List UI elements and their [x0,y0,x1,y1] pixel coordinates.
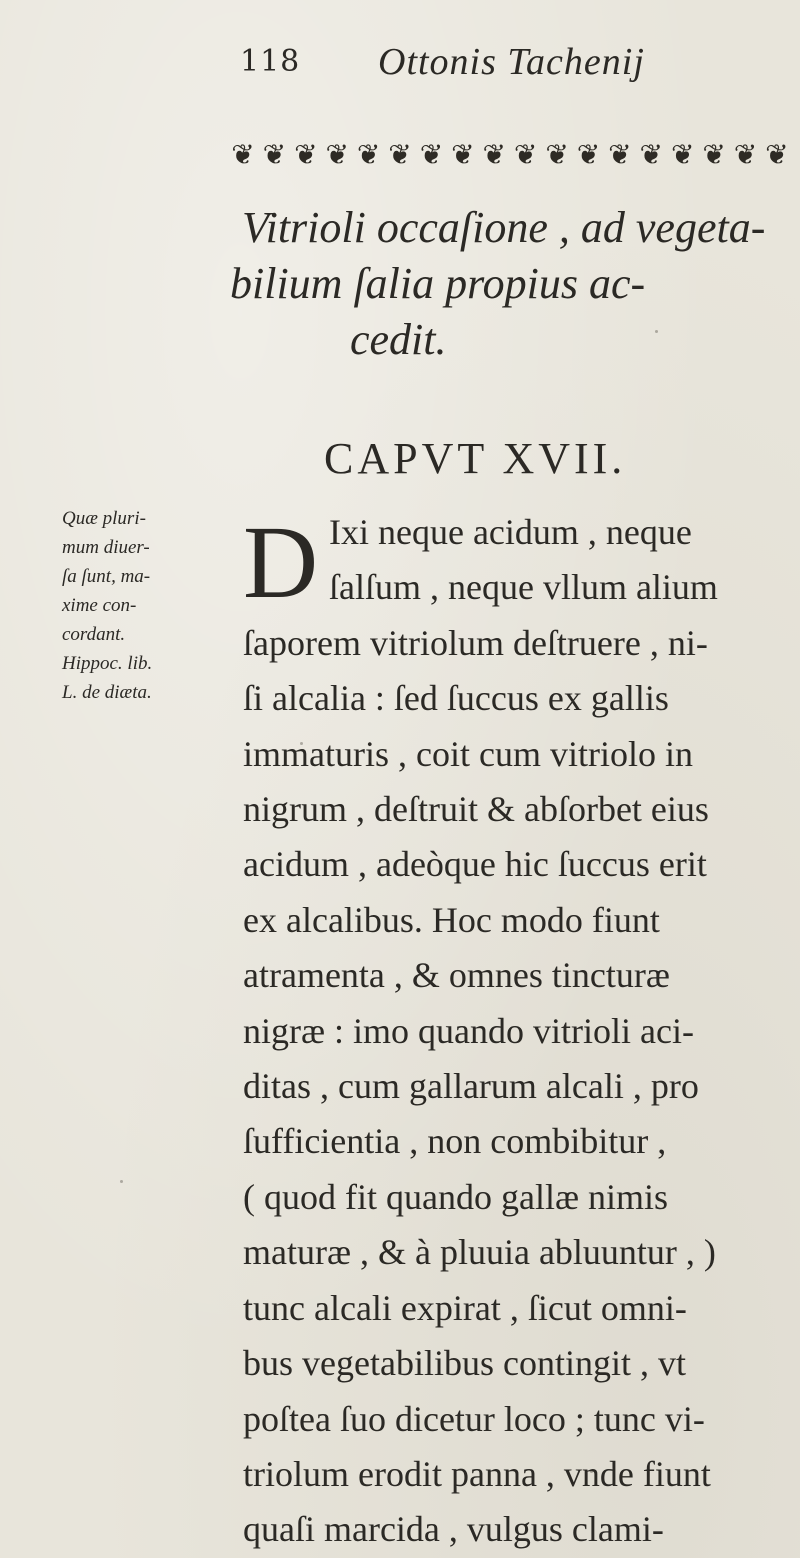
marginal-note [62,504,232,707]
paper-fleck [120,1180,123,1183]
drop-cap: D [243,505,319,620]
ornament-glyph-icon: ❦ [356,138,381,171]
ornament-glyph-icon: ❦ [639,138,664,171]
ornament-band [228,122,792,188]
body-line: ſaporem vitriolum deſtruere , ni- [243,622,708,663]
paper-fleck [300,742,303,745]
marginal-note-line: cordant. [62,624,126,645]
body-line: Ixi neque acidum , neque [329,512,692,552]
section-title-line: Vitrioli occaſione , ad vegeta- [242,203,766,252]
body-line: tunc alcali expirat , ſicut omni- [243,1287,687,1328]
ornament-glyph-icon: ❦ [513,138,538,171]
marginal-note-line: Hippoc. lib. [62,653,153,674]
marginal-note-line: Quæ pluri- [62,508,146,529]
body-line: ( quod fit quando gallæ nimis [243,1176,668,1217]
ornament-glyph-icon: ❦ [231,138,255,171]
marginal-note-line: ſa ſunt, ma- [62,566,151,587]
body-line: ditas , cum gallarum alcali , pro [243,1066,699,1107]
section-title-line: bilium ſalia propius ac- [230,259,646,308]
body-line: nigrum , deſtruit & abſorbet eius [243,789,709,830]
marginal-note-line: xime con- [62,595,137,616]
body-line: maturæ , & à pluuia abluuntur , ) [243,1232,716,1273]
body-line: poſtea ſuo dicetur loco ; tunc vi- [243,1398,705,1439]
body-line: nigræ : imo quando vitrioli aci- [243,1010,694,1051]
marginal-note-line: mum diuer- [62,537,150,558]
ornament-glyph-icon: ❦ [765,138,789,171]
paper-fleck [590,1470,593,1473]
ornament-glyph-icon: ❦ [325,138,349,171]
page-header [240,40,720,100]
body-line: ex alcalibus. Hoc modo fiunt [243,899,660,940]
ornament-glyph-icon: ❦ [576,138,601,171]
body-line: atramenta , & omnes tincturæ [243,955,670,996]
chapter-heading: CAPVT XVII. [324,434,627,483]
body-line: bus vegetabilibus contingit , vt [243,1343,686,1384]
body-line: quaſi marcida , vulgus clami- [243,1509,664,1550]
ornament-glyph-icon: ❦ [670,138,695,171]
body-line: ſi alcalia : ſed ſuccus ex gallis [243,678,669,719]
marginal-note-line: L. de diæta. [62,682,152,703]
ornament-glyph-icon: ❦ [482,138,506,171]
ornament-glyph-icon: ❦ [294,138,318,171]
body-line: immaturis , coit cum vitriolo in [243,733,693,774]
ornament-glyph-icon: ❦ [451,138,475,171]
body-line: acidum , adeòque hic ſuccus erit [243,844,707,885]
ornament-glyph-icon: ❦ [702,138,726,171]
section-title [230,200,800,368]
ornament-glyph-icon: ❦ [545,138,569,171]
body-line: ſufficientia , non combibitur , [243,1121,667,1162]
body-line: ſalſum , neque vllum alium [329,567,718,608]
body-line: triolum erodit panna , vnde fiunt [243,1453,711,1494]
ornament-glyph-icon: ❦ [608,138,632,171]
section-title-line: cedit. [350,315,447,364]
paper-fleck [655,330,658,333]
body-text [243,505,795,1558]
ornament-glyph-icon: ❦ [733,138,758,171]
ornament-glyph-icon: ❦ [388,138,412,171]
ornament-glyph-icon: ❦ [262,138,287,171]
page-number: 118 [240,44,301,79]
ornament-glyph-icon: ❦ [419,138,444,171]
running-head: Ottonis Tachenij [378,41,645,83]
